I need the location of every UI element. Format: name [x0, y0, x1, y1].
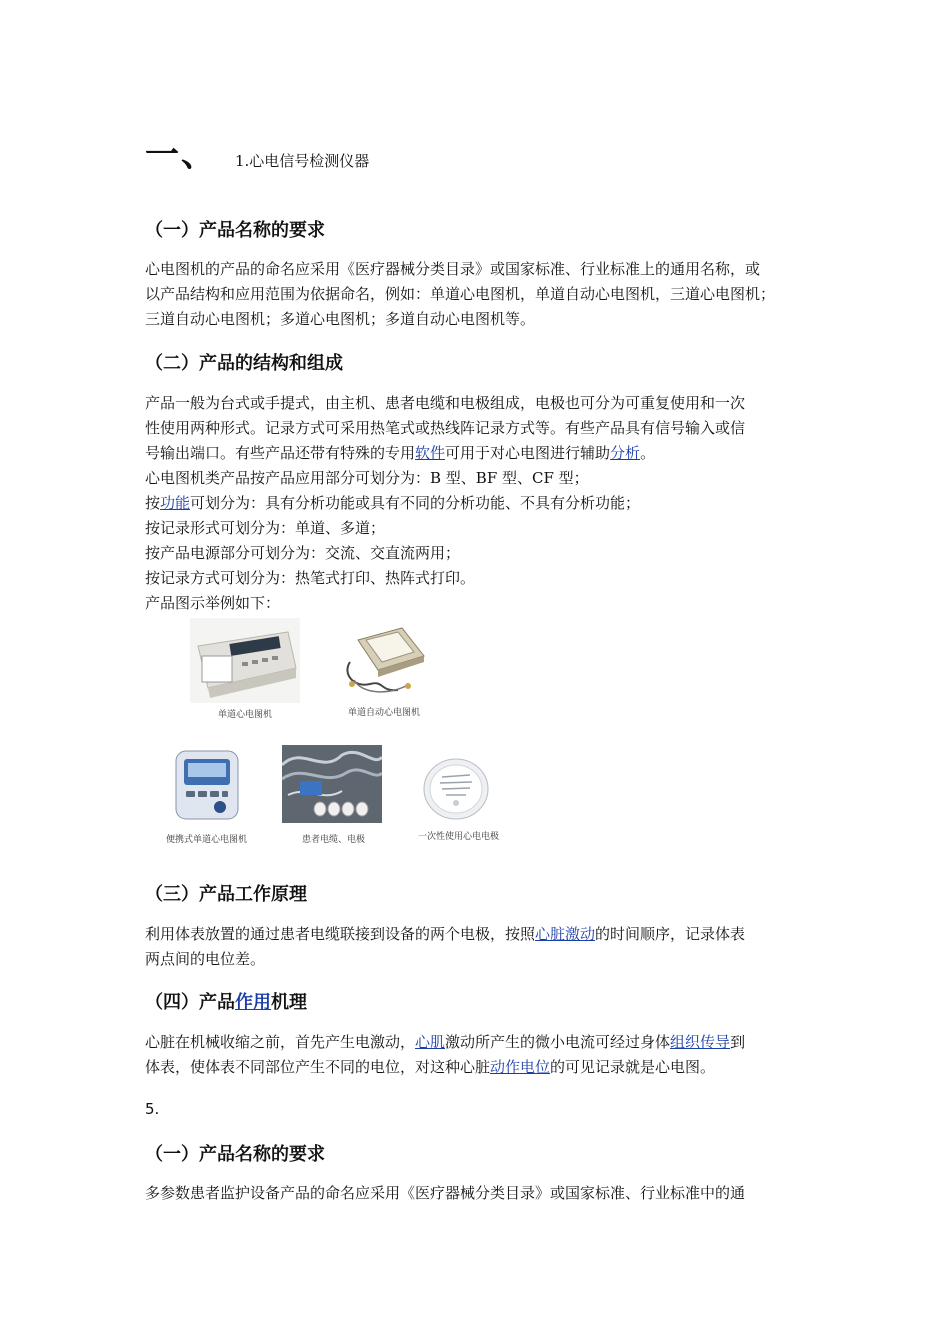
- paragraph-working-principle: [145, 922, 815, 972]
- text-line: [145, 1030, 815, 1055]
- text-line: 心电图机类产品按产品应用部分可划分为：B 型、BF 型、CF 型；: [145, 469, 589, 487]
- link-software[interactable]: 软件: [415, 444, 446, 462]
- image-disposable-electrode: [420, 755, 492, 823]
- text-line: [145, 922, 815, 947]
- text-line: 按产品电源部分可划分为：交流、交直流两用；: [145, 544, 461, 562]
- section-title-structure: （二）产品的结构和组成: [145, 353, 343, 374]
- image-patient-cable-electrodes: [282, 745, 382, 823]
- paragraph-structure: [145, 391, 815, 616]
- text-segment: 可划分为：具有分析功能或具有不同的分析功能、不具有分析功能；: [190, 494, 641, 512]
- text-segment: 的时间顺序，记录体表: [595, 925, 746, 943]
- text-line: 三道自动心电图机；多道心电图机；多道自动心电图机等。: [145, 310, 536, 328]
- caption-disposable-electrode: 一次性使用心电电极: [418, 832, 500, 842]
- text-line: 按记录方式可划分为：热笔式打印、热阵式打印。: [145, 569, 476, 587]
- title-segment: 机理: [271, 992, 307, 1013]
- text-line: 以产品结构和应用范围为依据命名，例如：单道心电图机，单道自动心电图机，三道心电图机；: [145, 285, 776, 303]
- text-segment: 。: [640, 444, 656, 462]
- text-line: [145, 1055, 815, 1080]
- text-segment: 心脏在机械收缩之前，首先产生电激动，: [145, 1033, 416, 1051]
- image-portable-ecg: [168, 745, 246, 823]
- text-segment: 利用体表放置的通过患者电缆联接到设备的两个电极，按照: [145, 925, 536, 943]
- link-myocardium[interactable]: 心肌: [415, 1033, 446, 1051]
- text-line: 性使用两种形式。记录方式可采用热笔式或热线阵记录方式等。有些产品具有信号输入或信: [145, 419, 746, 437]
- text-segment: 按: [145, 494, 161, 512]
- title-segment: （四）产品: [145, 992, 235, 1013]
- heading-title: 1.心电信号检测仪器: [235, 152, 370, 170]
- caption-single-channel-auto-ecg: 单道自动心电图机: [348, 708, 421, 718]
- link-action[interactable]: 作用: [235, 992, 271, 1013]
- paragraph-mechanism: [145, 1030, 815, 1080]
- top-heading: [145, 135, 370, 175]
- paragraph-monitor-naming: [145, 1181, 815, 1206]
- section-title-name-requirements-2: （一）产品名称的要求: [145, 1144, 325, 1165]
- text-segment: 的可见记录就是心电图。: [550, 1058, 716, 1076]
- link-function[interactable]: 功能: [160, 494, 191, 512]
- link-action-potential[interactable]: 动作电位: [490, 1058, 551, 1076]
- text-segment: 激动所产生的微小电流可经过身体: [445, 1033, 671, 1051]
- text-segment: 到: [730, 1033, 746, 1051]
- text-segment: 体表，使体表不同部位产生不同的电位，对这种心脏: [145, 1058, 491, 1076]
- link-analysis[interactable]: 分析: [610, 444, 641, 462]
- text-line: 产品图示举例如下：: [145, 594, 281, 612]
- link-cardiac-excitation[interactable]: 心脏激动: [535, 925, 596, 943]
- paragraph-naming: [145, 257, 815, 332]
- text-line: 多参数患者监护设备产品的命名应采用《医疗器械分类目录》或国家标准、行业标准中的通: [145, 1184, 746, 1202]
- section-title-name-requirements: （一）产品名称的要求: [145, 220, 325, 241]
- heading-number: 一、: [145, 135, 217, 175]
- text-line: 按记录形式可划分为：单道、多道；: [145, 519, 386, 537]
- text-line: [145, 491, 815, 516]
- text-line: 两点间的电位差。: [145, 950, 266, 968]
- image-single-channel-ecg: [190, 618, 300, 703]
- link-tissue-conduction[interactable]: 组织传导: [670, 1033, 731, 1051]
- item-number-5: 5.: [145, 1100, 160, 1118]
- caption-single-channel-ecg: 单道心电图机: [218, 710, 273, 720]
- caption-portable-ecg: 便携式单道心电图机: [166, 835, 248, 845]
- text-line: 心电图机的产品的命名应采用《医疗器械分类目录》或国家标准、行业标准上的通用名称，或: [145, 260, 761, 278]
- text-line: 产品一般为台式或手提式，由主机、患者电缆和电极组成，电极也可分为可重复使用和一次: [145, 394, 746, 412]
- text-segment: 号输出端口。有些产品还带有特殊的专用: [145, 444, 416, 462]
- section-title-working-principle: （三）产品工作原理: [145, 884, 307, 905]
- section-title-mechanism: [145, 988, 307, 1014]
- text-segment: 可用于对心电图进行辅助: [445, 444, 611, 462]
- caption-patient-cable-electrodes: 患者电缆、电极: [302, 835, 366, 845]
- text-line: [145, 441, 815, 466]
- image-single-channel-auto-ecg: [340, 622, 430, 697]
